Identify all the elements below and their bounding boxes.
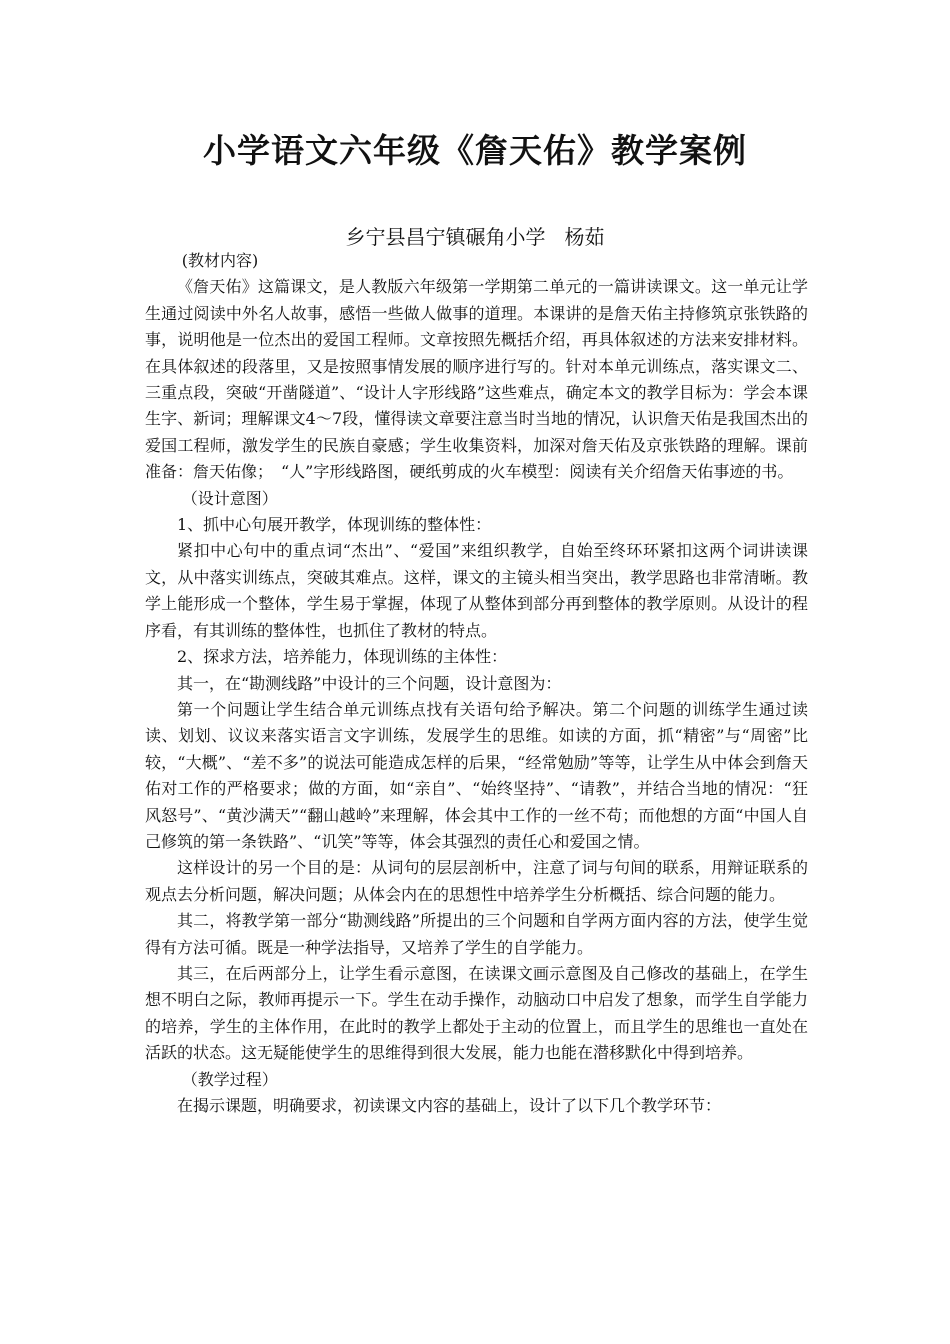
paragraph: 紧扣中心句中的重点词“杰出”、“爱国”来组织教学，自始至终环环紧扣这两个词讲读课文，从中落实训练点，突破其难点。这样，课文的主镜头相当突出，教学思路也非常清晰。教学上能形成一个整体，学生易于掌握，体现了从整体到部分再到整体的教学原则。从设计的程序看，有其训练的整体性，也抓住了教材的特点。 xyxy=(145,541,808,640)
paragraph: 其二，将教学第一部分“勘测线路”所提出的三个问题和自学两方面内容的方法，使学生觉得有方法可循。既是一种学法指导，又培养了学生的自学能力。 xyxy=(145,911,808,957)
section-heading: (教材内容) xyxy=(181,251,259,270)
author-line: 乡宁县昌宁镇碾角小学 杨茹 xyxy=(345,225,605,249)
document-title: 小学语文六年级《詹天佑》教学案例 xyxy=(203,131,747,170)
section-heading: （教学过程） xyxy=(181,1069,278,1089)
paragraph: 第一个问题让学生结合单元训练点找有关语句给予解决。第二个问题的训练学生通过读读、划划、议议来落实语言文字训练，发展学生的思维。如读的方面，抓“精密”与“周密”比较，“大概”、“差不多”的说法可能造成怎样的后果，“经常勉励”等等，让学生从中体会到詹天佑对工作的严格要求；做的方面，如“亲自”、“始终坚持”、“请教”，并结合当地的情况：“狂风怒号”、“黄沙满天”“翻山越岭”来理解，体会其中工作的一丝不苟；而他想的方面“中国人自己修筑的第一条铁路”、“讥笑”等等，体会其强烈的责任心和爱国之情。 xyxy=(145,699,808,851)
paragraph: 1、抓中心句展开教学，体现训练的整体性： xyxy=(177,515,492,535)
section-heading: （设计意图） xyxy=(181,488,278,508)
paragraph: 2、探求方法，培养能力，体现训练的主体性： xyxy=(177,647,508,667)
paragraph: 其三，在后两部分上，让学生看示意图，在读课文画示意图及自己修改的基础上，在学生想不明白之际，教师再提示一下。学生在动手操作，动脑动口中启发了想象，而学生自学能力的培养，学生的主体作用，在此时的教学上都处于主动的位置上，而且学生的思维也一直处在活跃的状态。这无疑能使学生的思维得到很大发展，能力也能在潜移默化中得到培养。 xyxy=(145,963,808,1063)
document-body xyxy=(145,248,808,1119)
paragraph: 其一，在“勘测线路”中设计的三个问题，设计意图为： xyxy=(177,673,562,693)
paragraph: 在揭示课题，明确要求，初读课文内容的基础上，设计了以下几个教学环节： xyxy=(177,1096,722,1115)
paragraph: 《詹天佑》这篇课文，是人教版六年级第一学期第二单元的一篇讲读课文。这一单元让学生通过阅读中外名人故事，感悟一些做人做事的道理。本课讲的是詹天佑主持修筑京张铁路的事，说明他是一位杰出的爱国工程师。文章按照先概括介绍，再具体叙述的方法来安排材料。在具体叙述的段落里，又是按照事情发展的顺序进行写的。针对本单元训练点，落实课文二、三重点段，突破“开凿隧道”、“设计人字形线路”这些难点，确定本文的教学目标为：学会本课生字、新词；理解课文4～7段，懂得读文章要注意当时当地的情况，认识詹天佑是我国杰出的爱国工程师，激发学生的民族自豪感；学生收集资料，加深对詹天佑及京张铁路的理解。课前准备：詹天佑像； “人”字形线路图，硬纸剪成的火车模型：阅读有关介绍詹天佑事迹的书。 xyxy=(145,277,808,482)
paragraph: 这样设计的另一个目的是：从词句的层层剖析中，注意了词与句间的联系，用辩证联系的观点去分析问题，解决问题；从体会内在的思想性中培养学生分析概括、综合问题的能力。 xyxy=(145,858,808,904)
